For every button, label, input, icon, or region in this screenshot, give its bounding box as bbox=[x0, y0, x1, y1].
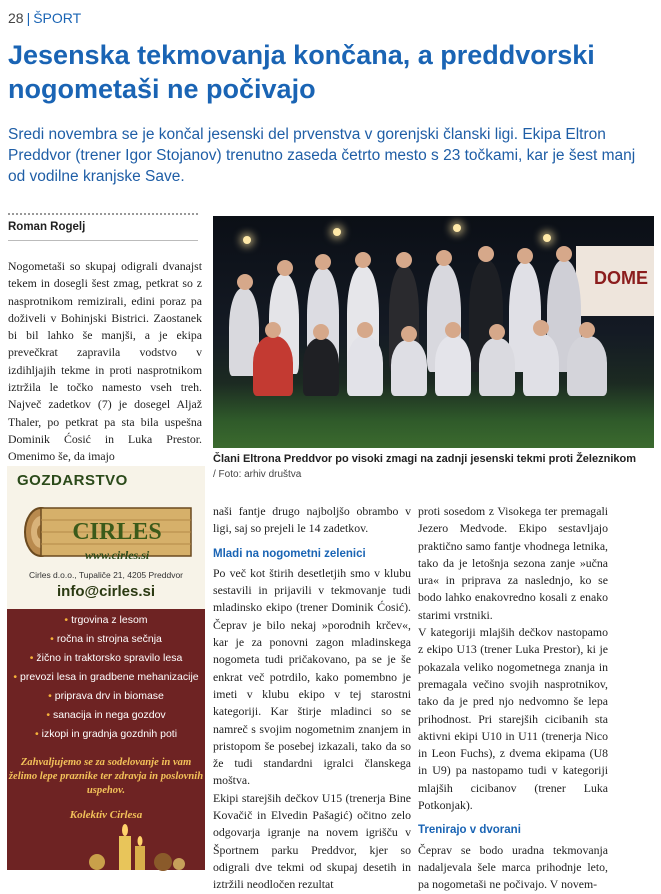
ad-service-item: • trgovina z lesom bbox=[64, 614, 148, 626]
author-divider bbox=[8, 240, 198, 241]
player-figure bbox=[303, 338, 339, 396]
section-label: ŠPORT bbox=[33, 10, 82, 26]
photo-credit: / Foto: arhiv društva bbox=[213, 469, 302, 480]
player-head bbox=[265, 322, 281, 338]
ad-service-list bbox=[7, 614, 205, 747]
ad-service-item: • priprava drv in biomase bbox=[48, 690, 164, 702]
bullet-icon: • bbox=[29, 652, 34, 664]
player-head bbox=[579, 322, 595, 338]
photo-caption bbox=[213, 452, 654, 482]
floodlight bbox=[333, 228, 341, 236]
player-head bbox=[478, 246, 494, 262]
col3-paragraph: proti sosedom z Visokega ter premagali Jezero Medvode. Ekipo sestavljajo praktično samo fantje vhodnega letnika, tako da je letošnja sezona zanje »učna ura« in priprava za naslednjo, ko se bodo lahko enakovredno kosali z enako starimi vrstniki. bbox=[418, 504, 608, 622]
article-title: Jesenska tekmovanja končana, a preddvorski nogometaši ne počivajo bbox=[8, 40, 595, 104]
bullet-icon: • bbox=[34, 728, 39, 740]
col2-intro: naši fantje drugo najboljšo obrambo v ligi, saj so prejeli le 14 zadetkov. bbox=[213, 504, 411, 536]
player-head bbox=[517, 248, 533, 264]
player-head bbox=[445, 322, 461, 338]
ad-service-item: • ročna in strojna sečnja bbox=[50, 633, 162, 645]
col1-paragraph: Nogometaši so skupaj odigrali dvanajst tekem in dosegli šest zmag, petkrat so z nasprotnikom remizirali, edini poraz pa doživeli v Bohinjski Bistrici. Zaostanek bi bil lahko še manjši, a je ekipa prevečkrat zapravila vodstvo v izdihljajih tekme in proti nasprotnikom iztržila le točko namesto vseh treh. Največ zadetkov (7) je dosegel Aljaž Thaler, po petkrat pa sta bila uspešna Dominik Ćosić in Luka Prestor. Omenimo še, da imajo bbox=[8, 259, 202, 464]
player-head bbox=[313, 324, 329, 340]
player-figure bbox=[391, 340, 427, 396]
christmas-candles-icon bbox=[67, 822, 197, 870]
player-figure bbox=[435, 336, 471, 396]
column-3 bbox=[418, 503, 608, 894]
ad-service-item: • prevozi lesa in gradbene mehanizacije bbox=[13, 671, 199, 683]
bullet-icon: • bbox=[48, 690, 52, 702]
bullet-icon: • bbox=[46, 709, 50, 721]
ad-service-item: • sanacija in nega gozdov bbox=[46, 709, 166, 721]
player-head bbox=[401, 326, 417, 342]
ad-address: Cirles d.o.o., Tupaliče 21, 4205 Preddvor bbox=[28, 570, 184, 580]
player-head bbox=[355, 252, 371, 268]
player-head bbox=[357, 322, 373, 338]
bullet-icon: • bbox=[64, 614, 69, 626]
col2-paragraph: Po več kot štirih desetletjih smo v klubu sestavili in prijavili v tekmovanje tudi mladinsko ekipo (trener Dominik Ćosić). Čeprav je bilo nekaj »porodnih krčev«, kar je za ponovni zagon mladinskega nogometa tudi pričakovano, pa se je še enkrat več potrdilo, kako pomembno je imeti v klubu ekipo v tej starostni kategoriji. Kar štirje mladinci so se namreč s svojim nogometnim znanjem in pristopom še posebej izkazali, tako da so že tudi standardni igralci članskega moštva. bbox=[213, 565, 411, 788]
stadium-banner: DOME bbox=[576, 246, 654, 316]
ad-brand: GOZDARSTVO bbox=[17, 472, 128, 489]
player-figure bbox=[347, 336, 383, 396]
col3-paragraph: V kategoriji mlajših dečkov nastopamo z ekipo U13 (trener Luka Prestor), ki je pokazala veliko nogometnega znanja in premagala večino svojih nasprotnikov, tako da je pred njo nedvomno še lepa prihodnost. Pri starejših cicibanih sta aktivni ekipi U10 in U11 (trenerja Nico in Leon Fuchs), z dvema ekipama (U8 in U9) pa nastopamo tudi v kategoriji mlajših cicibanov (trener Luka Potkonjak). bbox=[418, 625, 608, 813]
ad-logo-text: CIRLES bbox=[72, 519, 162, 545]
player-head bbox=[315, 254, 331, 270]
player-figure bbox=[479, 338, 515, 396]
floodlight bbox=[543, 234, 551, 242]
player-head bbox=[556, 246, 572, 262]
ad-service-item: • žično in traktorsko spravilo lesa bbox=[29, 652, 183, 664]
player-head bbox=[489, 324, 505, 340]
player-figure bbox=[523, 334, 559, 396]
article-lead: Sredi novembra se je končal jesenski del prvenstva v gorenjski članski ligi. Ekipa Eltron Preddvor (trener Igor Stojanov) trenutno zaseda četrto mesto s 23 točkami, kar je šest manj od vodilne kranjske Save. bbox=[8, 126, 636, 185]
header-separator: | bbox=[26, 10, 31, 26]
col2-paragraph: Ekipi starejših dečkov U15 (trenerja Bine Kovačič in Elvedin Pašagić) očitno zelo odgovarja igranje na novem igrišču v Športnem parku Preddvor, kjer so odigrali dve tekmi od skupaj desetih in iztržili neodločen rezultat bbox=[213, 790, 411, 892]
article-author: Roman Rogelj bbox=[8, 221, 86, 233]
column-1 bbox=[8, 258, 202, 466]
floodlight bbox=[243, 236, 251, 244]
advertisement-cirles bbox=[7, 466, 205, 870]
col3-paragraph: Čeprav se bodo uradna tekmovanja nadaljevala šele marca prihodnje leto, pa nogometaši ne počivajo. V novem- bbox=[418, 842, 608, 892]
subheading-youth: Mladi na nogometni zelenici bbox=[213, 547, 366, 560]
page-header bbox=[8, 10, 81, 26]
dotted-divider bbox=[8, 213, 198, 215]
ad-website[interactable]: www.cirles.si bbox=[85, 548, 150, 562]
player-head bbox=[396, 252, 412, 268]
ad-signature: Kolektiv Cirlesa bbox=[69, 809, 143, 821]
page-number: 28 bbox=[8, 10, 24, 26]
bullet-icon: • bbox=[13, 671, 18, 683]
player-head bbox=[533, 320, 549, 336]
caption-text: Člani Eltrona Preddvor po visoki zmagi na zadnji jesenski tekmi proti Železnikom bbox=[213, 453, 636, 465]
ad-greeting: Zahvaljujemo se za sodelovanje in vam želimo lepe praznike ter zdravja in poslovnih uspehov. bbox=[8, 757, 204, 796]
column-2 bbox=[213, 503, 411, 894]
player-figure bbox=[567, 336, 607, 396]
ad-service-item: • izkopi in gradnja gozdnih poti bbox=[34, 728, 178, 740]
floodlight bbox=[453, 224, 461, 232]
subheading-indoor: Trenirajo v dvorani bbox=[418, 824, 521, 837]
goalkeeper-figure bbox=[253, 336, 293, 396]
player-head bbox=[277, 260, 293, 276]
team-photo bbox=[213, 216, 654, 448]
ad-email[interactable]: info@cirles.si bbox=[57, 583, 155, 600]
bullet-icon: • bbox=[50, 633, 54, 645]
player-head bbox=[237, 274, 253, 290]
player-head bbox=[436, 250, 452, 266]
